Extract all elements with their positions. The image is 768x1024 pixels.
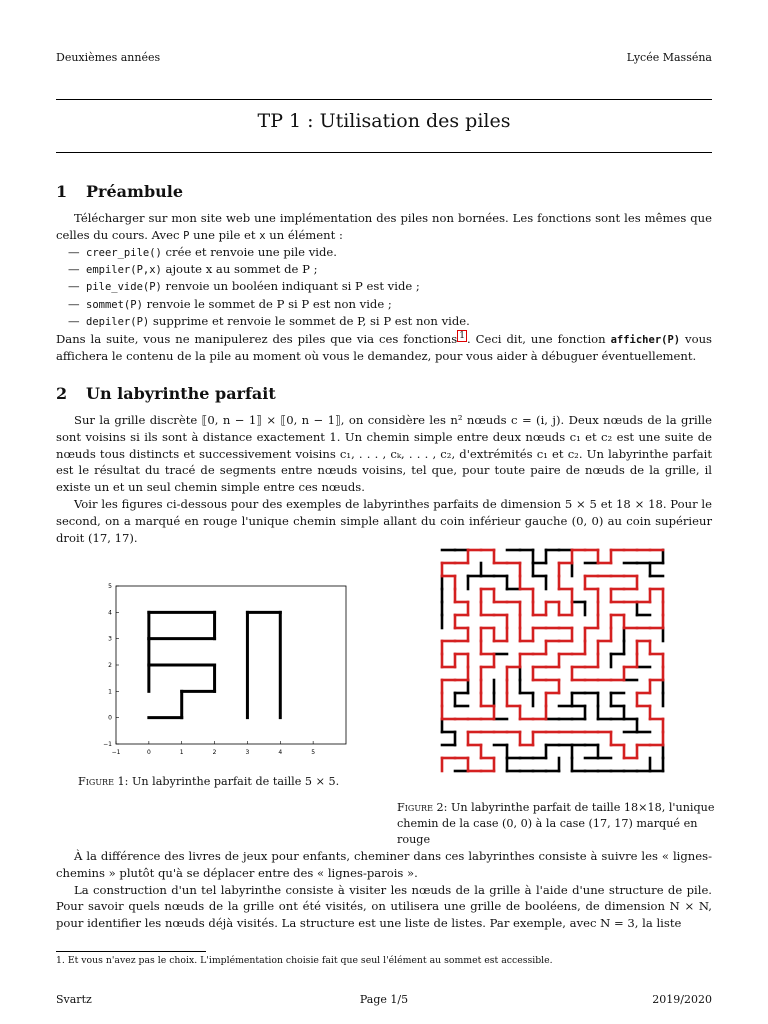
x-tick-label: 4 xyxy=(278,749,283,756)
header-right: Lycée Masséna xyxy=(626,51,712,64)
x-tick-label: 2 xyxy=(212,749,217,756)
function-desc: supprime et renvoie le sommet de P, si P est non vide. xyxy=(152,313,470,328)
y-tick-label: 4 xyxy=(108,609,112,617)
y-tick-label: 0 xyxy=(108,714,112,722)
list-item: — creer_pile() crée et renvoie une pile vide. xyxy=(68,245,337,260)
x-tick-label: 5 xyxy=(311,749,316,756)
y-tick-label: 5 xyxy=(108,583,112,590)
after-text-a: Dans la suite, vous ne manipulerez des piles que via ces fonctions xyxy=(56,331,458,346)
paragraph-1: Sur la grille discrète ⟦0, n − 1⟧ × ⟦0, n − 1⟧, on considère les n² nœuds c = (i, j). Deux nœuds de la grille sont voisins si ils sont à distance exactement 1. Un chemin simple entre deux nœuds c₁ et c₂ est une suite de nœuds tous distincts et successivement voisins c₁, . . . , cₖ, . . . , c₂, d'extrémités c₁ et c₂. Un labyrinthe parfait est le résultat du tracé de segments entre nœuds voisins, tel que, pour toute paire de nœuds de la grille, il existe un et un seul chemin simple entre ces nœuds. xyxy=(56,413,712,495)
footer-right: 2019/2020 xyxy=(652,993,712,1006)
function-desc: renvoie un booléen indiquant si P est vide ; xyxy=(165,279,420,294)
list-item: — pile_vide(P) renvoie un booléen indiquant si P est vide ; xyxy=(68,279,420,294)
title-rule-bottom xyxy=(56,152,712,153)
function-list xyxy=(56,244,712,330)
y-tick-label: 2 xyxy=(108,662,112,669)
section-2-body xyxy=(56,412,712,546)
footnote-link[interactable]: 1 xyxy=(459,331,465,342)
figure-1-label: Figure 1: xyxy=(78,775,129,788)
intro-paragraph xyxy=(56,210,712,244)
section-title: Un labyrinthe parfait xyxy=(86,384,276,403)
function-desc: ajoute x au sommet de P ; xyxy=(165,262,318,277)
figure-2-caption xyxy=(397,800,715,849)
function-code: sommet(P) xyxy=(86,298,143,311)
intro-code-p: P xyxy=(183,229,190,242)
figure-2-text: Un labyrinthe parfait de taille 18×18, l'unique chemin de la case (0, 0) à la case (17, 17) marqué en rouge xyxy=(397,801,715,847)
figure-2-label: Figure 2: xyxy=(397,801,448,814)
function-code: depiler(P) xyxy=(86,315,150,328)
intro-text-a: Télécharger sur mon site web une implémentation des piles non bornées. Les fonctions sont les mêmes que celles du cours. Avec xyxy=(56,211,712,242)
header-left: Deuxièmes années xyxy=(56,51,161,64)
footnote-rule xyxy=(56,951,206,952)
function-desc: renvoie le sommet de P si P est non vide ; xyxy=(146,296,392,311)
after-code: afficher(P) xyxy=(610,333,681,346)
paragraph-3: À la différence des livres de jeux pour enfants, cheminer dans ces labyrinthes consiste à suivre les « lignes-chemins » plutôt qu'à se déplacer entre des « lignes-parois ». xyxy=(56,849,712,880)
list-item: — sommet(P) renvoie le sommet de P si P est non vide ; xyxy=(68,296,392,311)
figure-2-maze xyxy=(436,544,680,776)
function-desc: crée et renvoie une pile vide. xyxy=(165,245,337,260)
page-title: TP 1 : Utilisation des piles xyxy=(257,110,511,132)
section-2-heading xyxy=(56,382,276,405)
intro-code-x: x xyxy=(259,229,266,242)
function-code: pile_vide(P) xyxy=(86,281,162,294)
section-title: Préambule xyxy=(86,182,184,201)
figure-1-plot xyxy=(96,578,358,758)
figure-1-caption xyxy=(78,774,339,790)
section-1-body xyxy=(56,210,712,365)
function-code: creer_pile() xyxy=(86,247,162,260)
x-tick-label: −1 xyxy=(111,749,121,756)
x-tick-label: 3 xyxy=(245,749,250,756)
y-tick-label: 1 xyxy=(108,688,112,696)
section-1-heading xyxy=(56,180,183,203)
after-text-c: vous affichera le contenu de la pile au moment où vous le demandez, pour vous aider à débuguer éventuellement. xyxy=(56,331,712,364)
paragraph-2: Voir les figures ci-dessous pour des exemples de labyrinthes parfaits de dimension 5 × 5 et 18 × 18. Pour le second, on a marqué en rouge l'unique chemin simple allant du coin inférieur gauche (0, 0) au coin supérieur droit (17, 17). xyxy=(56,496,712,545)
figure-1-text: Un labyrinthe parfait de taille 5 × 5. xyxy=(131,775,340,788)
footnote: 1. Et vous n'avez pas le choix. L'implémentation choisie fait que seul l'élément au sommet est accessible. xyxy=(56,955,553,966)
after-text-b: . Ceci dit, une fonction xyxy=(466,331,606,346)
after-list-paragraph xyxy=(56,330,712,365)
section-number: 1 xyxy=(56,182,68,201)
x-tick-label: 0 xyxy=(146,749,151,756)
y-tick-label: 3 xyxy=(108,635,112,643)
section-2-continued xyxy=(56,848,712,932)
footer-left: Svartz xyxy=(56,993,92,1006)
paragraph-4: La construction d'un tel labyrinthe consiste à visiter les nœuds de la grille à l'aide d'une structure de pile. Pour savoir quels nœuds de la grille ont été visités, on utilisera une grille de booléens, de dimension N × N, pour identifier les nœuds déjà visités. La structure est une liste de listes. Par exemple, avec N = 3, la liste xyxy=(56,882,712,931)
function-code: empiler(P,x) xyxy=(86,264,162,277)
y-tick-label: −1 xyxy=(103,741,112,748)
x-tick-label: 1 xyxy=(179,749,184,756)
footer-page: Page 1/5 xyxy=(359,993,409,1006)
list-item: — depiler(P) supprime et renvoie le sommet de P, si P est non vide. xyxy=(68,313,470,328)
intro-text-b: une pile et xyxy=(193,227,256,242)
list-item: — empiler(P,x) ajoute x au sommet de P ; xyxy=(68,262,318,277)
section-number: 2 xyxy=(56,384,68,403)
title-rule-top xyxy=(56,99,712,100)
intro-text-c: un élément : xyxy=(269,227,343,242)
